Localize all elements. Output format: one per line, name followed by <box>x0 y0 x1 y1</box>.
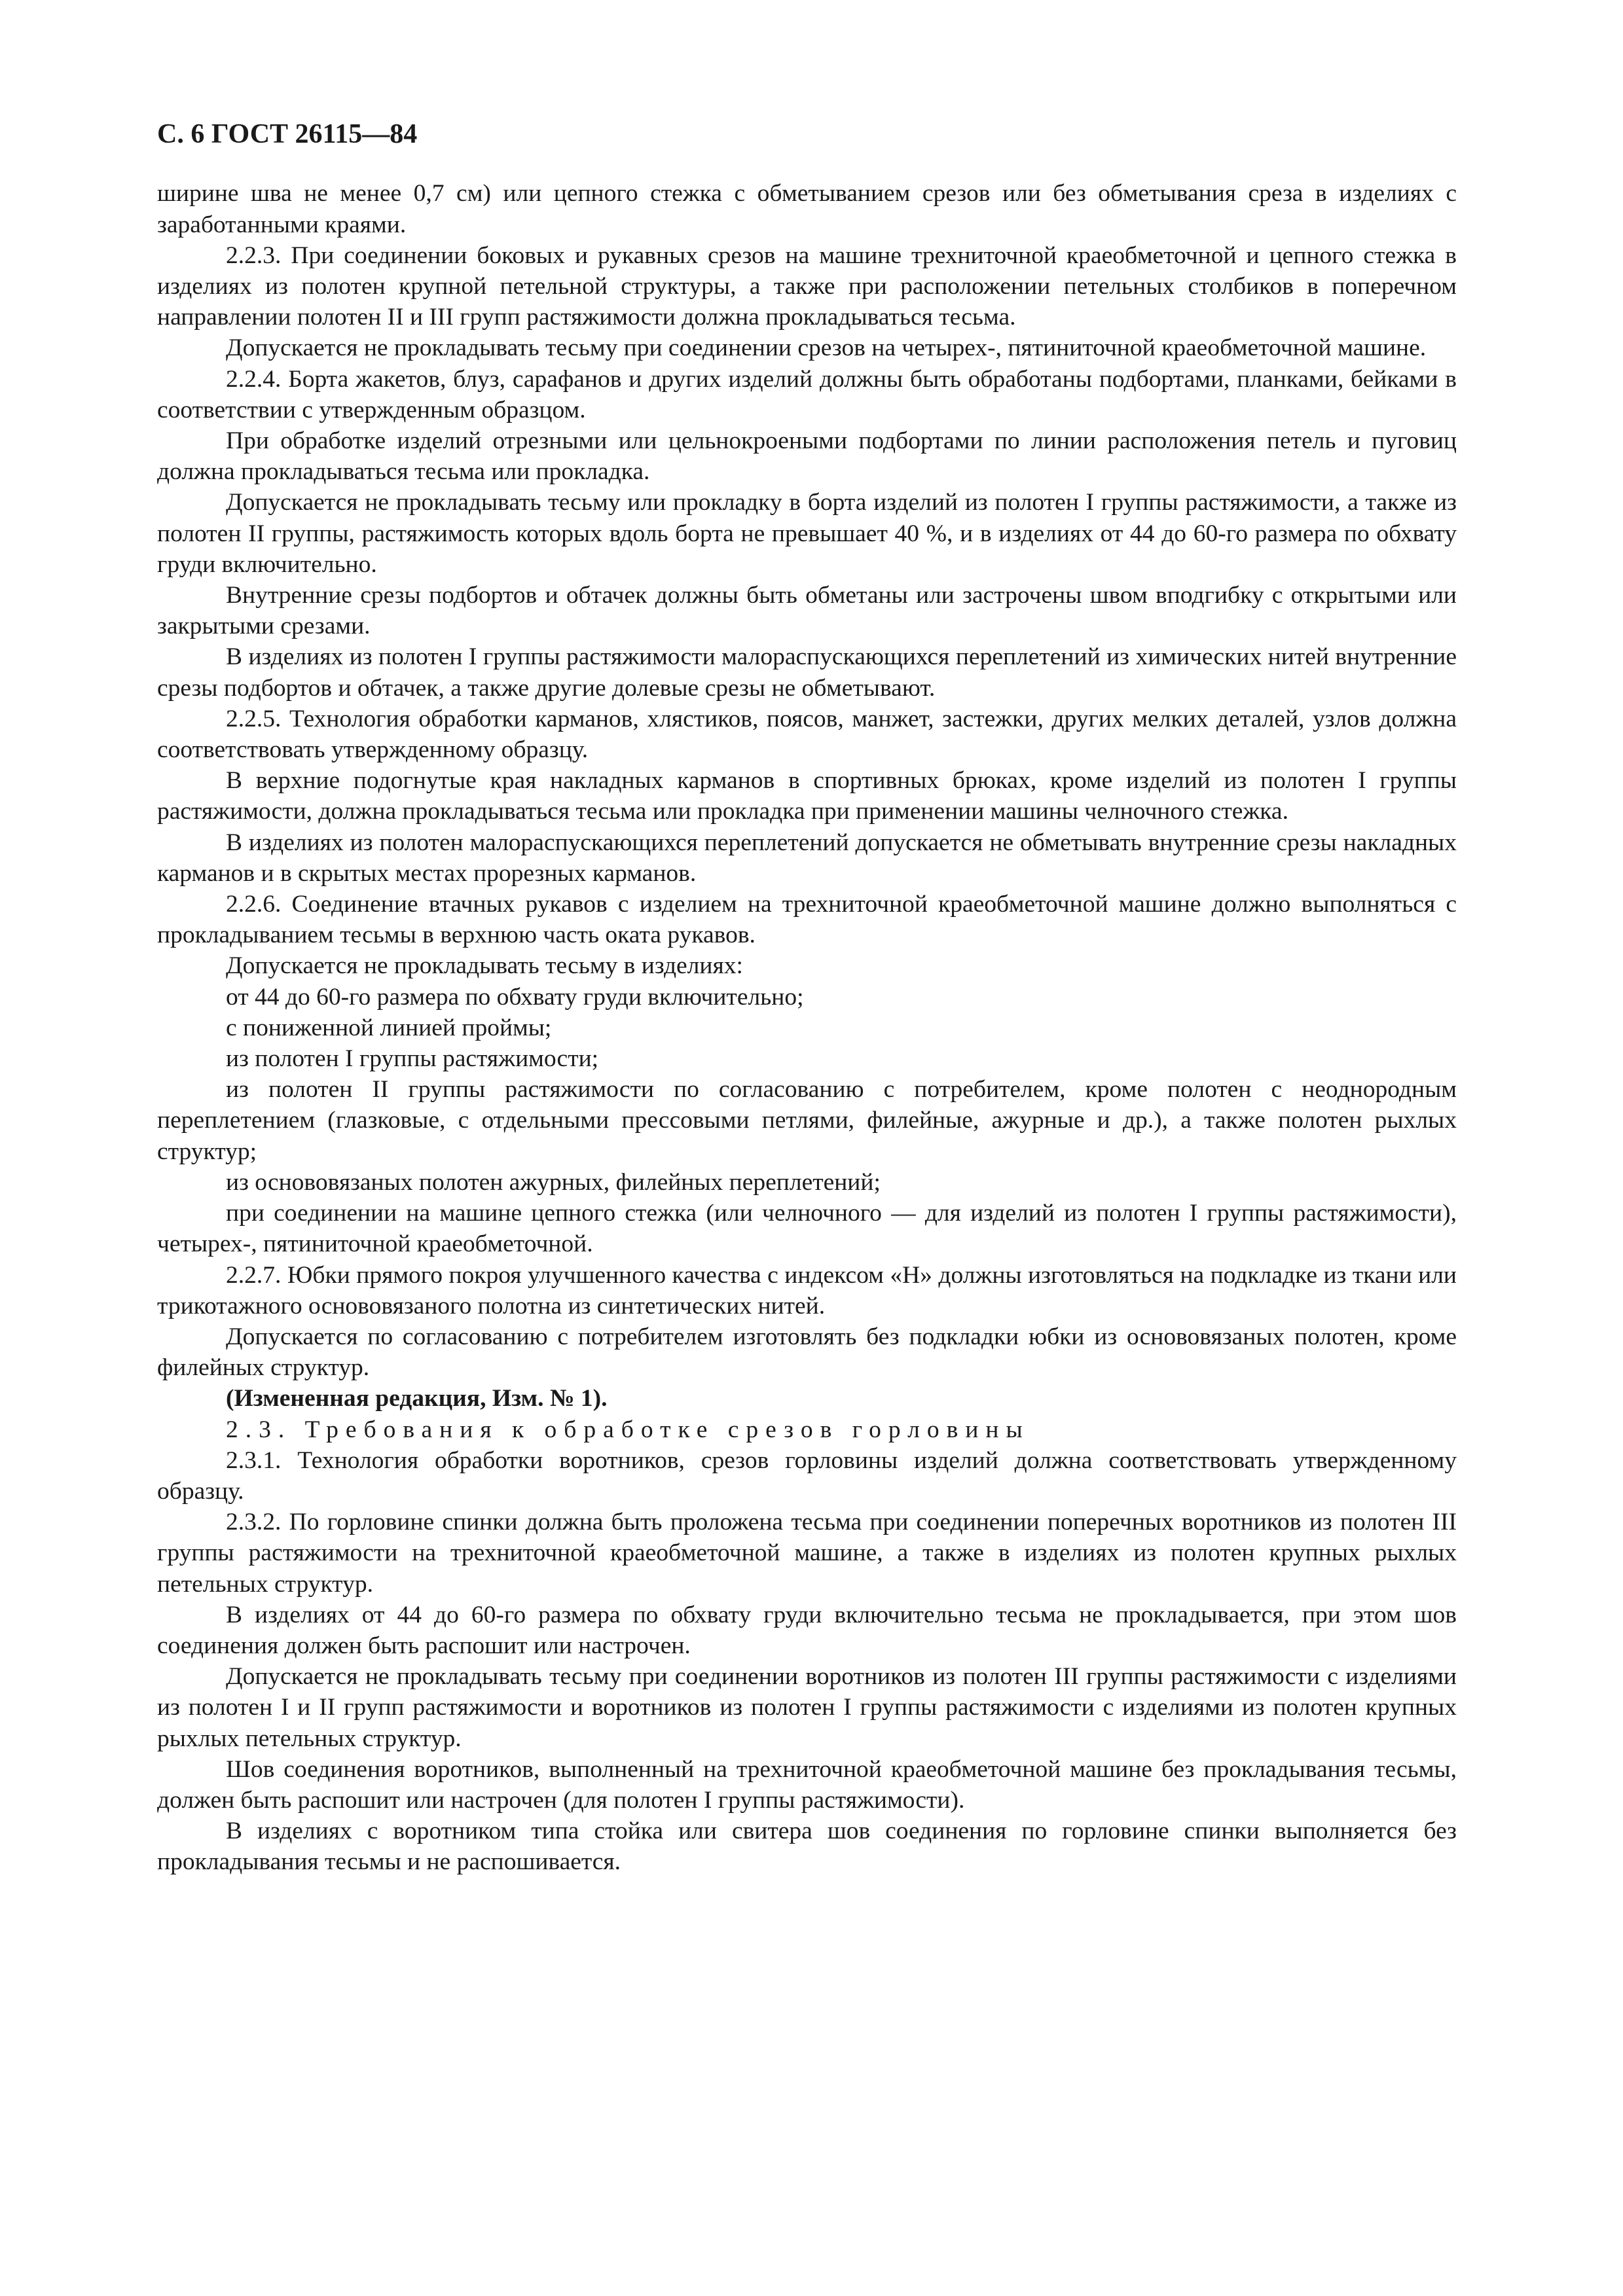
section-heading: 2.3. Требования к обработке срезов горловины <box>226 1416 1030 1443</box>
paragraph: 2.3.1. Технология обработки воротников, срезов горловины изделий должна соответствовать утвержденному образцу. <box>157 1446 1457 1505</box>
paragraph: Допускается не прокладывать тесьму при соединении воротников из полотен III группы растяжимости с изделиями из полотен I и II групп растяжимости и воротников из полотен I группы растяжимости с изделиями из полотен крупных рыхлых петельных структур. <box>157 1663 1457 1752</box>
paragraph: Допускается не прокладывать тесьму при соединении срезов на четырех-, пятиниточной краеобметочной машине. <box>226 334 1427 362</box>
paragraph: 2.2.3. При соединении боковых и рукавных срезов на машине трехниточной краеобметочной и цепного стежка в изделиях из полотен крупной петельной структуры, а также при расположении петельных столбиков в поперечном направлении полотен II и III групп растяжимости должна прокладываться тесьма. <box>157 242 1457 331</box>
paragraph: При обработке изделий отрезными или цельнокроеными подбортами по линии расположения петель и пуговиц должна прокладываться тесьма или прокладка. <box>157 427 1457 486</box>
page-header: С. 6 ГОСТ 26115—84 <box>157 119 418 149</box>
document-page <box>157 118 1457 1878</box>
document-body <box>157 178 1457 1877</box>
paragraph: В изделиях с воротником типа стойка или свитера шов соединения по горловине спинки выполняется без прокладывания тесьмы и не распошивается. <box>157 1818 1457 1876</box>
paragraph: В изделиях из полотен малораспускающихся переплетений допускается не обметывать внутренние срезы накладных карманов и в скрытых местах прорезных карманов. <box>157 829 1457 887</box>
paragraph: из основовязаных полотен ажурных, филейных переплетений; <box>226 1168 881 1196</box>
paragraph: 2.2.6. Соединение втачных рукавов с изделием на трехниточной краеобметочной машине должно выполняться с прокладыванием тесьмы в верхнюю часть оката рукавов. <box>157 891 1457 949</box>
paragraph: 2.2.7. Юбки прямого покроя улучшенного качества с индексом «Н» должны изготовляться на подкладке из ткани или трикотажного основовязаного полотна из синтетических нитей. <box>157 1261 1457 1319</box>
amendment-note: (Измененная редакция, Изм. № 1). <box>226 1385 608 1412</box>
paragraph: при соединении на машине цепного стежка (или челночного — для изделий из полотен I группы растяжимости), четырех-, пятиниточной краеобметочной. <box>157 1200 1457 1258</box>
paragraph: Допускается по согласованию с потребителем изготовлять без подкладки юбки из основовязаных полотен, кроме филейных структур. <box>157 1323 1457 1382</box>
paragraph: с пониженной линией проймы; <box>226 1014 552 1041</box>
paragraph: из полотен II группы растяжимости по согласованию с потребителем, кроме полотен с неоднородным переплетением (глазковые, с отдельными прессовыми петлями, филейные, ажурные и др.), а также полотен рыхлых структур; <box>157 1076 1457 1165</box>
paragraph: В верхние подогнутые края накладных карманов в спортивных брюках, кроме изделий из полотен I группы растяжимости, должна прокладываться тесьма или прокладка при применении машины челночного стежка. <box>157 767 1457 825</box>
paragraph: Шов соединения воротников, выполненный на трехниточной краеобметочной машине без прокладывания тесьмы, должен быть распошит или настрочен (для полотен I группы растяжимости). <box>157 1755 1457 1814</box>
paragraph: Допускается не прокладывать тесьму в изделиях: <box>226 952 743 980</box>
paragraph: В изделиях из полотен I группы растяжимости малораспускающихся переплетений из химических нитей внутренние срезы подбортов и обтачек, а также другие долевые срезы не обметывают. <box>157 643 1457 702</box>
paragraph: от 44 до 60-го размера по обхвату груди включительно; <box>226 983 804 1011</box>
paragraph: Внутренние срезы подбортов и обтачек должны быть обметаны или застрочены швом вподгибку с открытыми или закрытыми срезами. <box>157 582 1457 640</box>
paragraph: Допускается не прокладывать тесьму или прокладку в борта изделий из полотен I группы растяжимости, а также из полотен II группы, растяжимость которых вдоль борта не превышает 40 %, и в изделиях от 44 до 60-го размера по обхвату груди включительно. <box>157 489 1457 578</box>
paragraph: В изделиях от 44 до 60-го размера по обхвату груди включительно тесьма не прокладывается, при этом шов соединения должен быть распошит или настрочен. <box>157 1601 1457 1659</box>
paragraph: из полотен I группы растяжимости; <box>226 1045 599 1073</box>
paragraph: 2.3.2. По горловине спинки должна быть проложена тесьма при соединении поперечных воротников из полотен III группы растяжимости на трехниточной краеобметочной машине, а также в изделиях из полотен крупных рыхлых петельных структур. <box>157 1509 1457 1598</box>
paragraph: 2.2.4. Борта жакетов, блуз, сарафанов и других изделий должны быть обработаны подбортами, планками, бейками в соответствии с утвержденным образцом. <box>157 365 1457 423</box>
paragraph: ширине шва не менее 0,7 см) или цепного стежка с обметыванием срезов или без обметывания среза в изделиях с заработанными краями. <box>157 180 1457 238</box>
paragraph: 2.2.5. Технология обработки карманов, хлястиков, поясов, манжет, застежки, других мелких деталей, узлов должна соответствовать утвержденному образцу. <box>157 705 1457 764</box>
